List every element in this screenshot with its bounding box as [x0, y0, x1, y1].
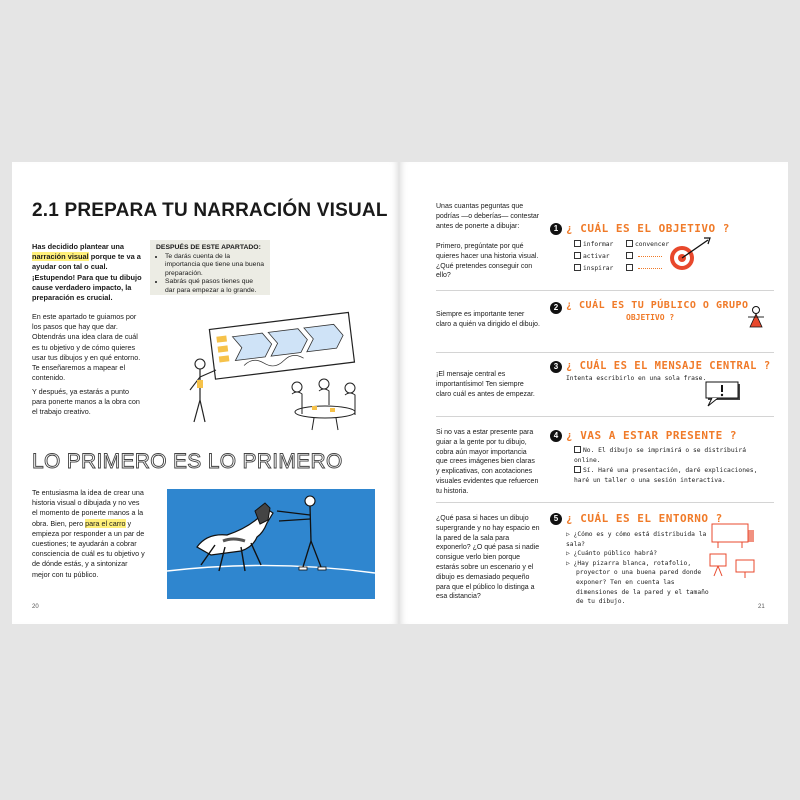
q2-subtitle: OBJETIVO ? [626, 313, 675, 322]
q5-items [566, 530, 710, 607]
right-intro: Unas cuantas peguntas que podrías —o deberías— contestar antes de ponerte a dibujar: [436, 203, 540, 230]
q4-option-no [574, 446, 758, 465]
checkbox-icon[interactable] [574, 466, 581, 473]
right-page [400, 162, 788, 624]
q3-title: ¿ CUÁL ES EL MENSAJE CENTRAL ? [566, 360, 771, 372]
option-convencer: convencer [635, 241, 670, 248]
paragraph-after: Y después, ya estarás a punto para ponerte manos a la obra con el trabajo creativo. [32, 387, 140, 417]
after-box-title: DESPUÉS DE ESTE APARTADO: [156, 244, 261, 251]
q5-left-text: ¿Qué pasa si haces un dibujo supergrande y no hay espacio en la pared de la sala para exponerlo? ¿O qué pasa si nadie consigue verlo bien porque estarás sobre un escenario y el dibujo es demasiado pequeño para que el público lo distinga a esa distancia? [436, 515, 540, 601]
q3-left-text: ¡El mensaje central es importantísimo! Ten siempre claro cuál es antes de empezar. [436, 371, 535, 398]
separator [436, 416, 774, 417]
intro-text-b: porque te va a ayudar con tal o cual. ¡Estupendo! Para que tu dibujo cause verdadero impacto, la preparación es crucial. [32, 252, 142, 303]
page-number-left: 20 [32, 604, 39, 610]
whiteboard-illustration [172, 302, 362, 432]
q3-number: 3 [550, 361, 562, 373]
after-box-item: • Sabrás qué pasos tienes que dar para empezar a lo grande. [165, 278, 264, 295]
paragraph-steps: En este apartado te guiamos por los pasos que hay que dar. Obtendrás una idea clara de cuál es tu objetivo y de cómo quieres usar tus dibujos y en qué entorno. Te enseñaremos a mapear el contenido. [32, 312, 141, 383]
q2-title: ¿ CUÁL ES TU PÚBLICO O GRUPO [566, 300, 749, 311]
checkbox-icon[interactable] [626, 240, 633, 247]
checkbox-icon[interactable] [574, 252, 581, 259]
option-inspirar: inspirar [583, 265, 614, 272]
horse-illustration [167, 489, 375, 599]
q3-note: Intenta escribirlo en una sola frase. [566, 375, 707, 382]
person-icon [746, 305, 766, 329]
q5-item-text: ¿Cuánto público habrá? [573, 550, 657, 558]
q4-option-yes-text: Sí. Haré una presentación, daré explicaciones, haré un taller o una sesión interactiva. [574, 467, 758, 484]
room-icons [704, 520, 764, 582]
q2-left-text: Siempre es importante tener claro a quién va dirigido el dibujo. [436, 311, 540, 328]
checkbox-icon[interactable] [626, 264, 633, 271]
q5-title: ¿ CUÁL ES EL ENTORNO ? [566, 512, 723, 525]
speech-bubble-icon [704, 380, 744, 408]
q1-title: ¿ CUÁL ES EL OBJETIVO ? [566, 222, 730, 235]
q5-item: ▷ ¿Cómo es y cómo está distribuida la sala? [566, 531, 707, 548]
checkbox-icon[interactable] [574, 240, 581, 247]
para3-text-a: Te entusiasma la idea de crear una historia visual o dibujada y no ves el momento de ponerte manos a la obra. Bien, pero [32, 488, 144, 528]
q4-option-no-text: No. El dibujo se imprimirá o se distribuirá online. [574, 447, 747, 464]
q1-number: 1 [550, 223, 562, 235]
q5-number: 5 [550, 513, 562, 525]
option-informar: informar [583, 241, 614, 248]
q1-left-text: Primero, pregúntate por qué quieres hacer una historia visual. ¿Qué pretendes conseguir con ello? [436, 243, 539, 280]
q5-item-text: ¿Hay pizarra blanca, rotafolio, proyector o una buena pared donde exponer? Ten en cuenta las dimensiones de la pared y el tamaño de tu dibujo. [573, 559, 709, 606]
target-icon [666, 236, 716, 274]
intro-text-a: Has decidido plantear una [32, 242, 124, 251]
q5-item-text: ¿Cómo es y cómo está distribuida la sala? [566, 531, 707, 548]
after-box-item: • Te darás cuenta de la importancia que tiene una buena preparación. [165, 253, 264, 279]
separator [436, 502, 774, 503]
checkbox-icon[interactable] [574, 264, 581, 271]
q5-item: ▷ ¿Hay pizarra blanca, rotafolio, proyector o una buena pared donde exponer? Ten en cuenta las dimensiones de la pared y el tamaño de tu dibujo. [566, 559, 709, 606]
highlight-narracion: narración visual [32, 252, 89, 262]
blank-line [638, 256, 662, 257]
q4-left-text: Si no vas a estar presente para guiar a la gente por tu dibujo, cobra aún mayor importancia que crees imágenes bien claras y explicativas, con acotaciones visuales evidentes que refuercen tu historia. [436, 429, 539, 495]
section-title: LO PRIMERO ES LO PRIMERO [32, 450, 343, 473]
option-activar: activar [583, 253, 610, 260]
separator [436, 352, 774, 353]
checkbox-icon[interactable] [574, 446, 581, 453]
intro-paragraph [32, 242, 144, 303]
q4-option-yes [574, 466, 758, 485]
after-box-list [156, 253, 264, 296]
q4-number: 4 [550, 430, 562, 442]
q2-number: 2 [550, 302, 562, 314]
page-number-right: 21 [758, 604, 765, 610]
separator [436, 290, 774, 291]
left-page [12, 162, 398, 624]
q4-title: ¿ VAS A ESTAR PRESENTE ? [566, 429, 737, 442]
checkbox-icon[interactable] [626, 252, 633, 259]
chapter-title: 2.1 PREPARA TU NARRACIÓN VISUAL [32, 200, 388, 221]
highlight-para-el-carro: para el carro [85, 518, 126, 528]
para3-text-b: y empieza por responder a un par de cuestiones; te ayudarán a cobrar consciencia de cuál es tu objetivo y de dónde estás, y a sintonizar mejor con tu público. [32, 518, 145, 579]
after-section-box [150, 240, 270, 295]
paragraph-first-things [32, 488, 147, 580]
blank-line [638, 268, 662, 269]
q5-item: ▷ ¿Cuánto público habrá? [566, 550, 657, 558]
